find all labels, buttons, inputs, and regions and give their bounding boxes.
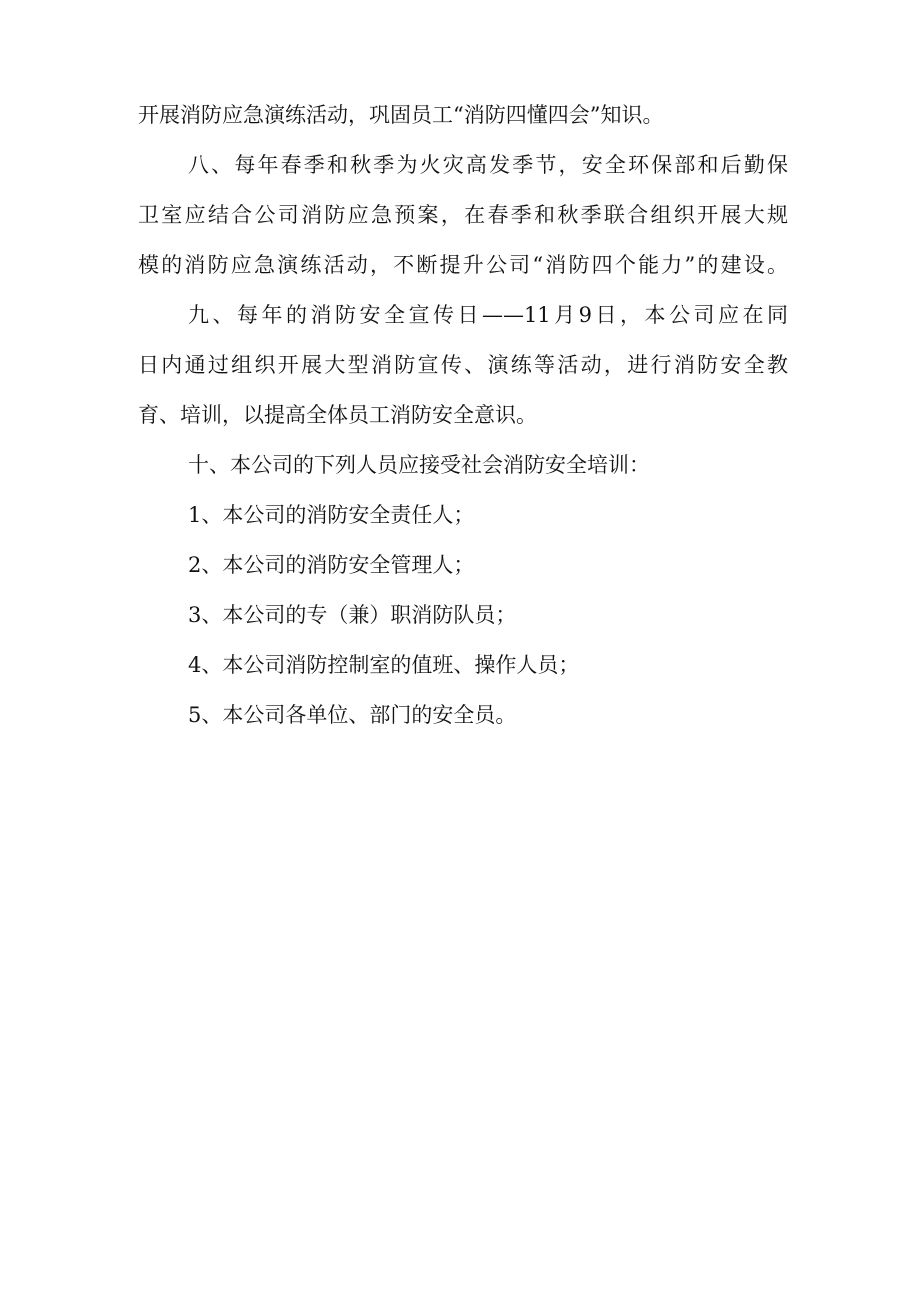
paragraph-8-line-3: 模的消防应急演练活动，不断提升公司“消防四个能力”的建设。 [138,253,788,277]
list-item-3: 3、本公司的专（兼）职消防队员； [188,603,517,627]
list-item-5: 5、本公司各单位、部门的安全员。 [188,703,517,727]
paragraph-8-line-2: 卫室应结合公司消防应急预案，在春季和秋季联合组织开展大规 [138,203,788,227]
paragraph-10-heading: 十、本公司的下列人员应接受社会消防安全培训： [188,453,650,477]
paragraph-9-line-1: 九、每年的消防安全宣传日——11月9日，本公司应在同 [188,303,788,327]
paragraph-7-end: 开展消防应急演练活动，巩固员工“消防四懂四会”知识。 [138,103,664,127]
list-item-2: 2、本公司的消防安全管理人； [188,553,475,577]
list-item-4: 4、本公司消防控制室的值班、操作人员； [188,653,580,677]
paragraph-8-line-1: 八、每年春季和秋季为火灾高发季节，安全环保部和后勤保 [188,153,788,177]
paragraph-9-line-3: 育、培训，以提高全体员工消防安全意识。 [138,403,537,427]
paragraph-9-line-2: 日内通过组织开展大型消防宣传、演练等活动，进行消防安全教 [138,353,788,377]
list-item-1: 1、本公司的消防安全责任人； [188,503,475,527]
